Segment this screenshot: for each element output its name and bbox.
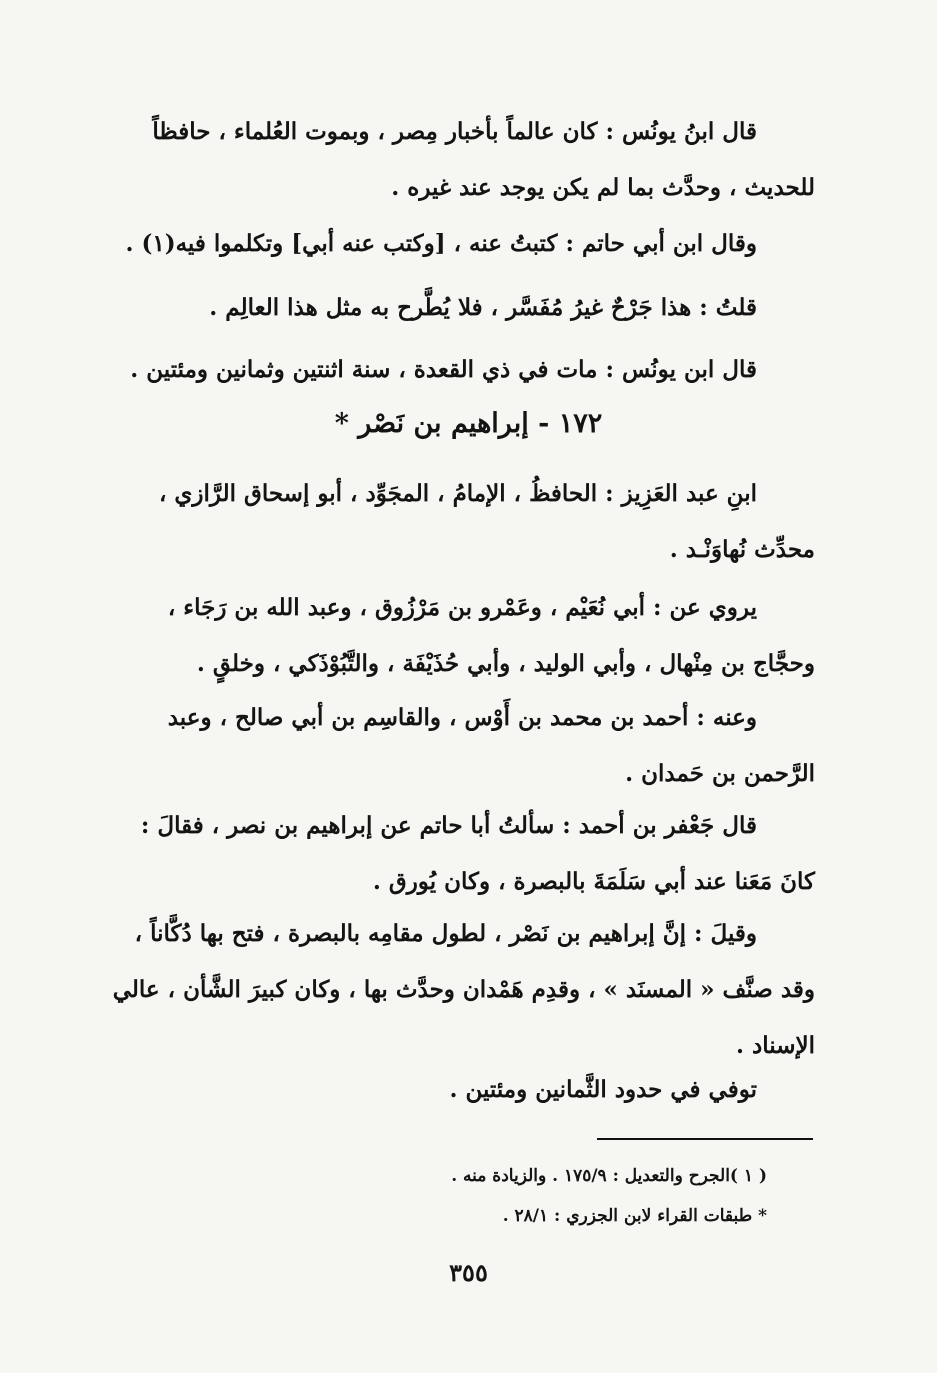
paragraph-jafar-report xyxy=(120,798,815,910)
text-line: وقد صنَّف « المسنَد » ، وقدِم هَمْدان وحدَّث بها ، وكان كبيرَ الشَّأن ، عالي xyxy=(112,976,815,1003)
page-number: ٣٥٥ xyxy=(449,1258,488,1287)
paragraph-death-date xyxy=(120,342,815,398)
paragraph-ibn-abi-hatim xyxy=(120,216,815,272)
text-line: وقيلَ : إنَّ إبراهيم بن نَصْر ، لطول مقامِه بالبصرة ، فتح بها دُكَّاناً ، xyxy=(134,920,757,947)
paragraph-lineage xyxy=(120,466,815,578)
text-line: للحديث ، وحدَّث بما لم يكن يوجد عند غيره . xyxy=(391,174,815,201)
text-line: قلتُ : هذا جَرْحٌ غيرُ مُفَسَّر ، فلا يُطَّرح به مثل هذا العالِم . xyxy=(209,294,757,321)
text-line: وحجَّاج بن مِنْهال ، وأبي الوليد ، وأبي حُذَيْفَة ، والتَّبُوْذَكي ، وخلقٍ . xyxy=(196,650,815,677)
text-line: ابنِ عبد العَزِيز : الحافظُ ، الإمامُ ، المجَوِّد ، أبو إسحاق الرَّازي ، xyxy=(158,480,757,507)
entry-heading: ١٧٢ - إبراهيم بن نَصْر * xyxy=(334,408,603,439)
paragraph-ibn-yunus-praise xyxy=(120,104,815,216)
text-line: وقال ابن أبي حاتم : كتبتُ عنه ، [وكتب عنه أبي] وتكلموا فيه(١) . xyxy=(125,230,757,257)
text-line: توفي في حدود الثَّمانين ومئتين . xyxy=(449,1076,757,1103)
paragraph-author-comment xyxy=(120,280,815,336)
text-line: يروي عن : أبي نُعَيْم ، وعَمْرو بن مَرْزُوق ، وعبد الله بن رَجَاء ، xyxy=(167,594,757,621)
text-line: قال جَعْفر بن أحمد : سألتُ أبا حاتم عن إبراهيم بن نصر ، فقالَ : xyxy=(140,812,757,839)
footnote-1: ( ١ )الجرح والتعديل : ١٧٥/٩ . والزيادة منه . xyxy=(451,1166,767,1186)
footnote-divider xyxy=(597,1138,813,1140)
footnote-source: * طبقات القراء لابن الجزري : ٢٨/١ . xyxy=(502,1206,767,1226)
text-line: قال ابن يونُس : مات في ذي القعدة ، سنة اثنتين وثمانين ومئتين . xyxy=(130,356,757,383)
paragraph-narrated-by xyxy=(120,690,815,802)
text-line: محدِّث نُهاوَنْـد . xyxy=(669,536,815,563)
paragraph-narrates-from xyxy=(120,580,815,692)
text-line: كانَ مَعَنا عند أبي سَلَمَةَ بالبصرة ، وكان يُورق . xyxy=(372,868,815,895)
text-line: الرَّحمن بن حَمدان . xyxy=(625,760,815,787)
text-line: وعنه : أحمد بن محمد بن أَوْس ، والقاسِم بن أبي صالح ، وعبد xyxy=(167,704,757,731)
paragraph-basra-shop xyxy=(112,906,815,1074)
text-line: قال ابنُ يونُس : كان عالماً بأخبار مِصر ، وبموت العُلماء ، حافظاً xyxy=(152,118,757,145)
text-line: الإسناد . xyxy=(736,1032,815,1059)
paragraph-death xyxy=(120,1062,815,1118)
